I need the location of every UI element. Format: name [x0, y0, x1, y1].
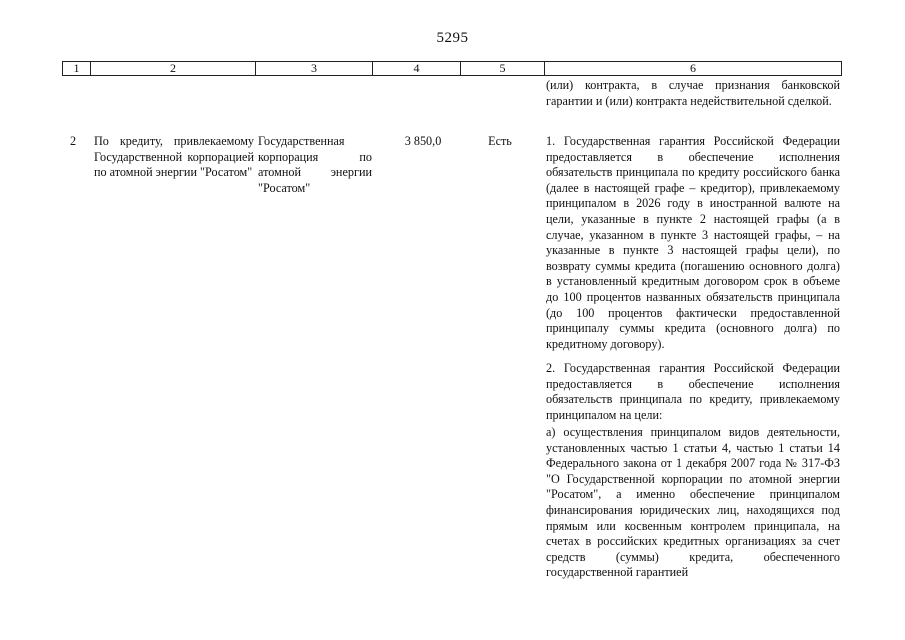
- continuation-text: (или) контракта, в случае признания банковской гарантии и (или) контракта недействительной сделкой.: [546, 78, 840, 108]
- header-col-4: 4: [373, 62, 461, 75]
- header-col-1: 1: [63, 62, 91, 75]
- header-col-3: 3: [256, 62, 373, 75]
- row-recourse: Есть: [488, 134, 512, 148]
- row-principal: Государственная корпорация по атомной энергии "Росатом": [258, 134, 372, 195]
- condition-2: 2. Государственная гарантия Российской Федерации предоставляется в обеспечение исполнения обязательств принципала по кредиту, привлекаемому принципалом на цели:: [546, 361, 840, 422]
- row-purpose: По кредиту, привлекаемому Государственной корпорацией по атомной энергии "Росатом": [94, 134, 254, 180]
- header-col-6: 6: [690, 61, 696, 75]
- condition-2a: а) осуществления принципалом видов деятельности, установленных частью 1 статьи 4, частью 1 статьи 14 Федерального закона от 1 декабря 2007 года № 317-ФЗ "О Государственной корпорации по атомной энергии "Росатом", а именно обеспечение принципалом финансирования юридических лиц, находящихся под прямым или косвенным контролем принципала, на счетах в российских кредитных организациях за счет средств (суммы) кредита, обеспеченного государственной гарантией: [546, 425, 840, 580]
- table-header-row: [62, 61, 842, 76]
- row-number: 2: [70, 134, 77, 148]
- header-col-5: 5: [461, 62, 545, 75]
- page-number: 5295: [436, 30, 469, 46]
- row-amount: 3 850,0: [404, 134, 442, 148]
- header-col-2: 2: [91, 62, 256, 75]
- condition-1: 1. Государственная гарантия Российской Федерации предоставляется в обеспечение исполнения обязательств принципала по кредиту российского банка (далее в настоящей графе – кредитор), привлекаемому принципалом в 2026 году в иностранной валюте на цели, указанные в пункте 2 настоящей графы (а в случае, указанном в пункте 3 настоящей графы, – на указанные в пункте 3 настоящей графы цели), по возврату суммы кредита (погашению основного долга) в установленный кредитным договором срок в объеме до 100 процентов названных обязательств принципала (до 100 процентов фактически предоставленной принципалу суммы кредита (основного долга) по кредитному договору).: [546, 134, 840, 351]
